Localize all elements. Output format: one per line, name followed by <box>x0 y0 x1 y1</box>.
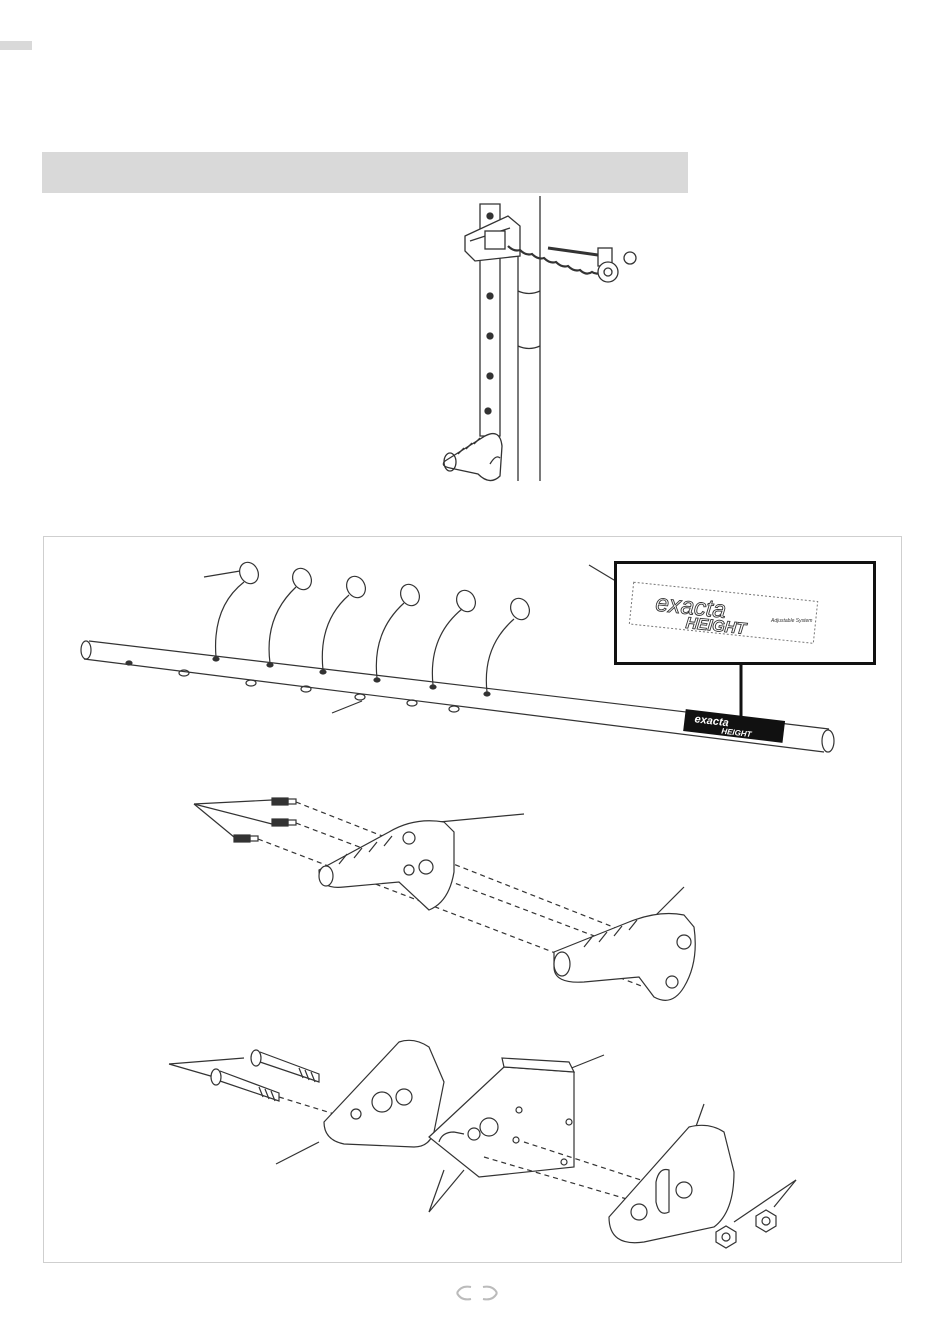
page-nav-arrows-icon <box>447 1283 507 1303</box>
nut-2 <box>756 1210 776 1232</box>
tube-assembly-panel <box>43 536 902 774</box>
decal-detail-box <box>614 561 876 665</box>
nut-1 <box>716 1226 736 1248</box>
screw-2 <box>272 819 296 826</box>
height-adjuster-illustration <box>430 196 660 486</box>
logo-word1: exacta <box>654 589 728 624</box>
logo-subtitle: Adjustable System <box>771 618 813 624</box>
handle-assembly-panel <box>43 772 902 1023</box>
corner-tab <box>0 41 32 50</box>
tube-decal-word1: exacta <box>693 713 730 730</box>
tube-decal-word2: HEIGHT <box>720 726 752 740</box>
logo-word2: HEIGHT <box>684 614 747 639</box>
section-title-bar <box>42 152 688 193</box>
bracket-assembly-panel <box>43 1022 902 1263</box>
bolt-1 <box>251 1050 319 1082</box>
bracket-diagram <box>44 1022 901 1262</box>
bolt-2 <box>211 1069 279 1101</box>
screw-3 <box>234 835 258 842</box>
screw-1 <box>272 798 296 805</box>
handle-diagram <box>44 772 901 1022</box>
